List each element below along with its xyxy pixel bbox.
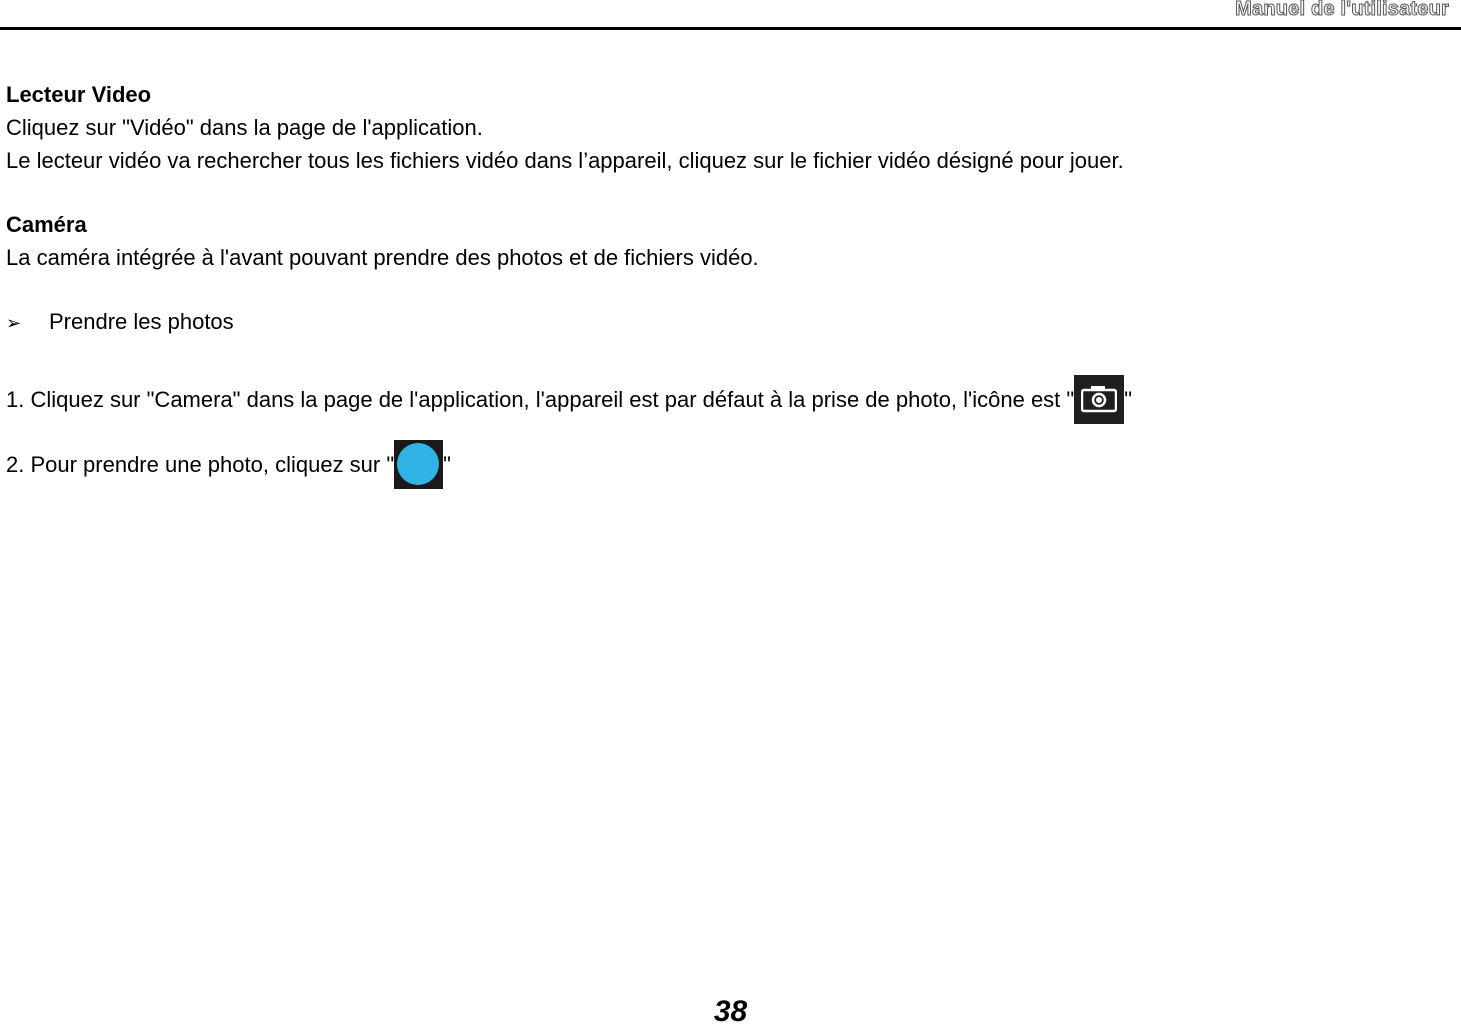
bullet-label: Prendre les photos [49,309,234,334]
header-divider [0,27,1461,30]
step-1-quote: " [1124,387,1133,412]
shutter-dot [397,443,439,485]
camera-section [6,208,759,274]
step-2 [6,432,451,481]
video-line-1: Cliquez sur "Vidéo" dans la page de l'application. [6,115,483,140]
page-number: 38 [713,995,748,1028]
video-line-2: Le lecteur vidéo va rechercher tous les fichiers vidéo dans l’appareil, cliquez sur le fichier vidéo désigné pour jouer. [6,148,1124,173]
video-heading: Lecteur Video [6,82,152,107]
video-section [6,78,1124,177]
bullet-take-photos [6,305,234,340]
step-2-text: 2. Pour prendre une photo, cliquez sur " [6,452,395,477]
camera-heading: Caméra [6,212,87,237]
shutter-button-icon [394,440,443,489]
step-1 [6,367,1132,416]
document-header-title: Manuel de l'utilisateur [1235,0,1449,20]
step-1-text: 1. Cliquez sur "Camera" dans la page de l'application, l'appareil est par défaut à la prise de photo, l'icône est " [6,387,1075,412]
camera-line-1: La caméra intégrée à l'avant pouvant prendre des photos et de fichiers vidéo. [6,245,759,270]
camera-icon [1074,375,1124,424]
step-2-quote: " [443,452,451,477]
arrow-bullet-icon: ➢ [6,313,22,333]
